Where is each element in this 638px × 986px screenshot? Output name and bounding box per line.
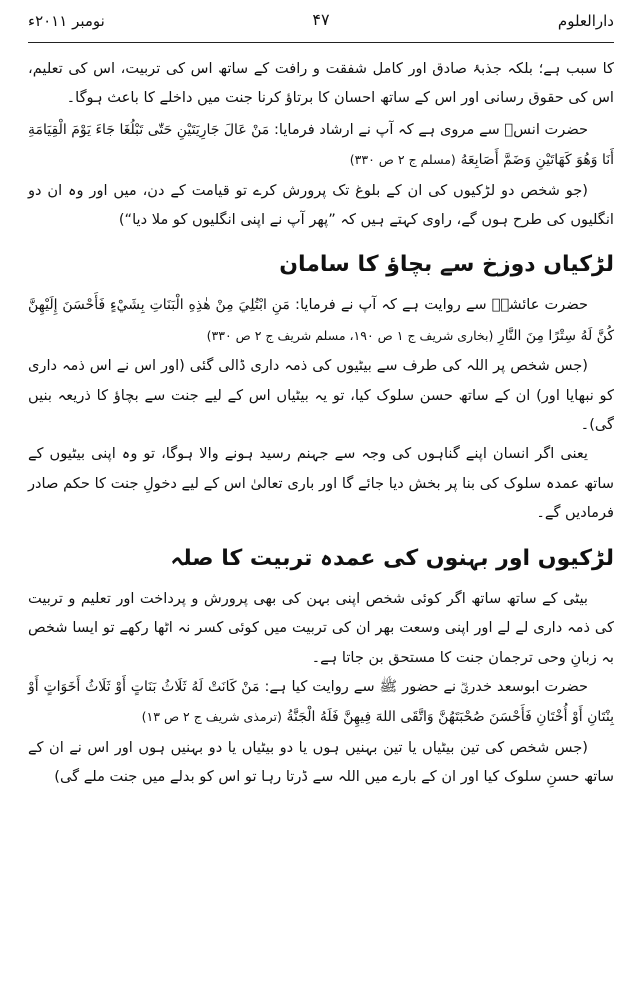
hadith-intro-aisha: حضرت عائشہؓ سے روایت ہے کہ آپ نے فرمایا:: [295, 296, 589, 314]
hadith-translation-khudri: (جس شخص کی تین بیٹیاں یا تین بہنیں ہوں یا دو بیٹیاں یا دو بہنیں ہوں اور اس نے ان کے ساتھ حسنِ سلوک کیا اور ان کے بارے میں اللہ سے ڈرتا رہا تو اس کو بدلے میں جنت ملے گی): [28, 738, 614, 786]
hadith-arabic-anas: مَنْ عَالَ جَارِيَتَيْنِ حَتّٰى تَبْلُغَا جَاءَ يَوْمَ الْقِيَامَةِ أَنَا وَهُوَ كَهَاتَيْنِ وَضَمَّ أَصَابِعَهُ: [28, 121, 614, 169]
hadith-arabic-aisha: مَنِ ابْتُلِيَ مِنْ هٰذِهِ الْبَنَاتِ بِشَيْءٍ فَأَحْسَنَ إِلَيْهِنَّ كُنَّ لَهُ سِتْرًا مِنَ النَّارِ: [28, 297, 614, 344]
hadith-block-khudri: [28, 672, 614, 733]
section-heading-1: لڑکیاں دوزخ سے بچاؤ کا سامان: [279, 252, 614, 278]
hadith-citation-anas: (مسلم ج ۲ ص ۳۳۰): [349, 152, 456, 168]
hadith-block-anas: [28, 115, 614, 176]
header-rule: [28, 42, 614, 43]
magazine-name: دارالعلوم: [557, 12, 614, 30]
hadith-citation-aisha: (بخاری شریف ج ۱ ص ۱۹۰، مسلم شریف ج ۲ ص ۳۳۰): [206, 327, 494, 343]
hadith-block-aisha: [28, 290, 614, 351]
article-body: [28, 54, 614, 792]
page-number: ۴۷: [312, 10, 330, 29]
hadith-citation-khudri: (ترمذی شریف ج ۲ ص ۱۳): [141, 709, 282, 725]
document-page: [28, 0, 614, 986]
section2-body: بیٹی کے ساتھ ساتھ اگر کوئی شخص اپنی بہن کی بھی پرورش و پرداخت اور تعلیم و تربیت کی ذمہ داری لے لے اور اپنی وسعت بھر ان کی تربیت میں کوئی کسر نہ اٹھا رکھے تو ایسا شخص بہ زبانِ وحی ترجمان جنت کا مستحق بن جاتا ہے۔: [28, 589, 614, 666]
explanation-paragraph: یعنی اگر انسان اپنے گناہوں کی وجہ سے جہنم رسید ہونے والا ہوگا، تو وہ اپنی بیٹیوں کے ساتھ عمدہ سلوک کی بنا پر بخش دیا جائے گا اور باری تعالیٰ اس کے لیے دخولِ جنت کا حکم صادر فرمادیں گے۔: [28, 445, 614, 522]
page-header: [28, 4, 614, 38]
hadith-translation-aisha: (جس شخص پر اللہ کی طرف سے بیٹیوں کی ذمہ داری ڈالی گئی (اور اس نے اس ذمہ داری کو نبھایا اور) ان کے ساتھ حسن سلوک کیا، تو یہ بیٹیاں اس کے لیے جنت سے بچاؤ کا ذریعہ بنیں گی)۔: [28, 357, 614, 434]
section-heading-2: لڑکیوں اور بہنوں کی عمدہ تربیت کا صلہ: [170, 545, 614, 571]
issue-date: نومبر ۲۰۱۱ء: [28, 12, 105, 30]
hadith-intro-anas: حضرت انسؓ سے مروی ہے کہ آپ نے ارشاد فرمایا:: [273, 120, 589, 138]
hadith-translation-anas: (جو شخص دو لڑکیوں کی ان کے بلوغ تک پرورش کرے تو قیامت کے دن، میں اور وہ ان دو انگلیوں کی طرح ہوں گے، راوی کہتے ہیں کہ ”پھر آپ نے اپنی انگلیوں کو ملا دیا“): [28, 181, 614, 229]
hadith-arabic-khudri: مَنْ كَانَتْ لَهُ ثَلَاثُ بَنَاتٍ أَوْ ثَلَاثُ أَخَوَاتٍ أَوْ بِنْتَانِ أَوْ أُخْتَانِ فَأَحْسَنَ صُحْبَتَهُنَّ وَاتَّقَى اللهَ فِيهِنَّ فَلَهُ الْجَنَّةُ: [28, 678, 614, 726]
hadith-intro-khudri: حضرت ابوسعد خدریؓ نے حضور ﷺ سے روایت کیا ہے:: [264, 677, 588, 695]
paragraph-continuation: کا سبب ہے؛ بلکہ جذبۂ صادق اور کامل شفقت و رافت کے ساتھ اس کی تربیت، اس کی تعلیم، اس کی حقوق رسانی اور اس کے ساتھ احسان کا برتاؤ کرنا جنت میں داخلے کا باعث ہوگا۔: [28, 60, 614, 107]
